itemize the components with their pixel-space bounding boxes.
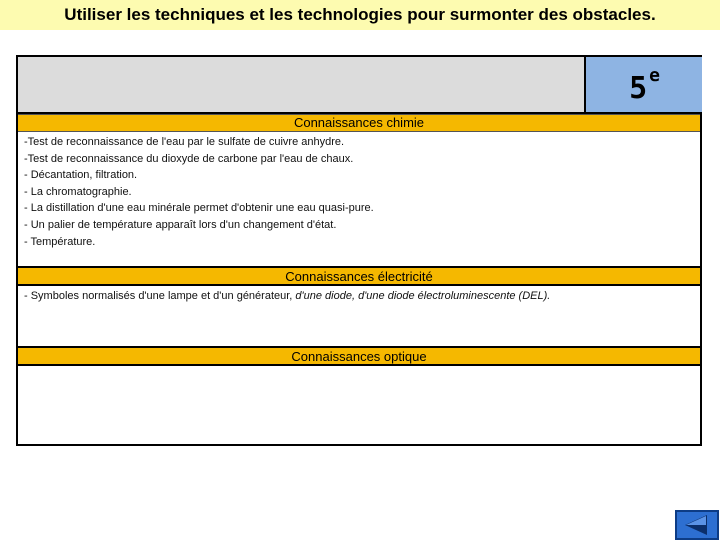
grade-label (629, 65, 660, 106)
title-bar (0, 0, 720, 30)
chimie-line: - Décantation, filtration. (24, 169, 138, 182)
content-frame (16, 55, 702, 446)
chimie-line: - La chromatographie. (24, 185, 132, 198)
section-header-optique: Connaissances optique (18, 346, 700, 366)
chimie-line: - La distillation d'une eau minérale permet d'obtenir une eau quasi-pure. (24, 202, 374, 215)
electricite-line-italic: d'une diode, d'une diode électroluminescente (DEL). (295, 290, 551, 302)
chimie-line: -Test de reconnaissance de l'eau par le sulfate de cuivre anhydre. (24, 136, 345, 148)
back-arrow-icon (677, 512, 717, 538)
section-header-electricite: Connaissances électricité (18, 266, 700, 286)
section-body-electricite (18, 286, 700, 346)
section-body-optique (18, 366, 700, 444)
grade-suffix: e (649, 65, 660, 86)
grade-number: 5 (629, 71, 648, 106)
chimie-line: - Température. (24, 235, 96, 248)
electricite-line-normal: - Symboles normalisés d'une lampe et d'un générateur, (24, 290, 296, 302)
section-header-chimie: Connaissances chimie (18, 114, 700, 132)
grade-cell (586, 57, 702, 114)
chimie-line: - Un palier de température apparaît lors d'un changement d'état. (24, 218, 337, 231)
chimie-line: -Test de reconnaissance du dioxyde de carbone par l'eau de chaux. (24, 152, 354, 165)
section-body-chimie (18, 132, 700, 266)
back-nav-button[interactable] (675, 510, 719, 540)
header-blank-cell (18, 57, 586, 114)
page-title: Utiliser les techniques et les technologies pour surmonter des obstacles. (64, 5, 656, 24)
